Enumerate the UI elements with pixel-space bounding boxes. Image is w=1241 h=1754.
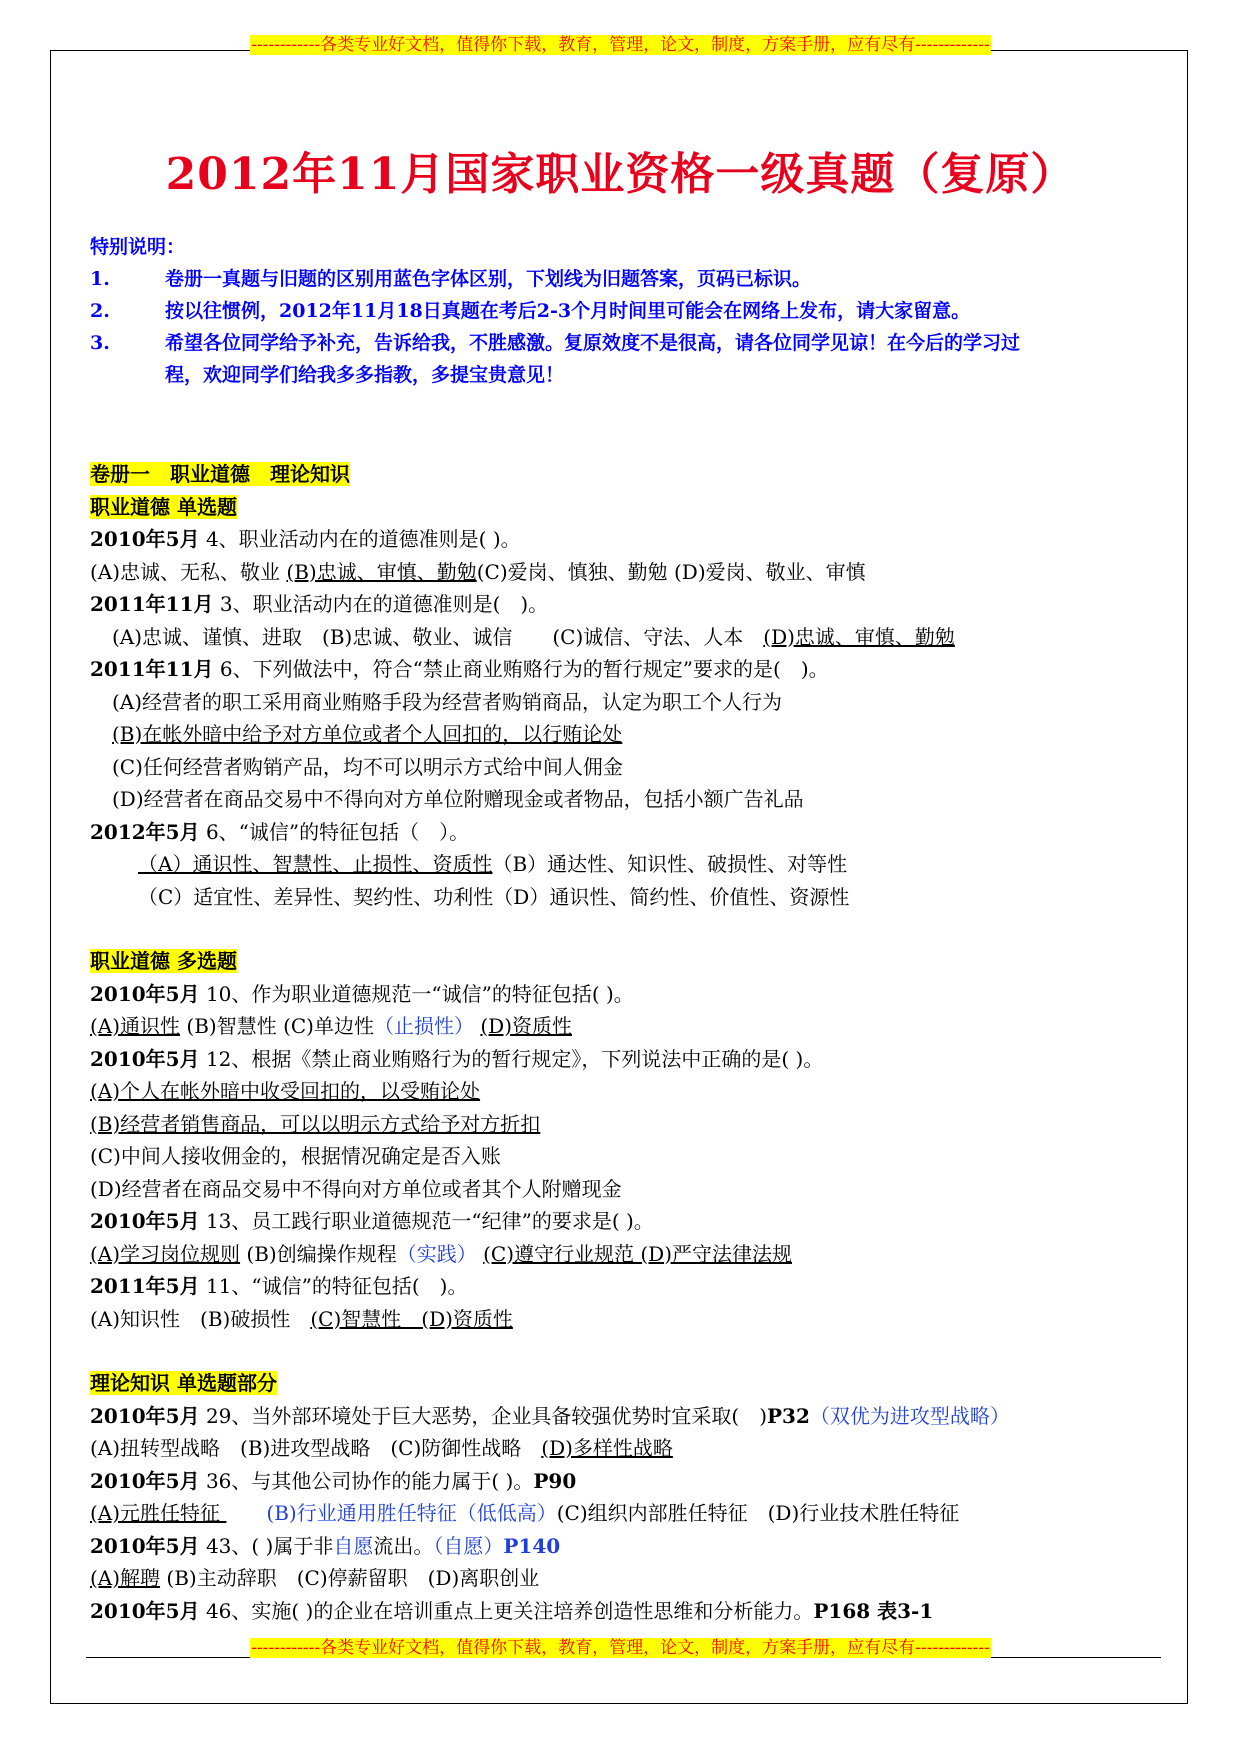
text-segment: 2011年5月 <box>90 1274 200 1298</box>
text-segment: (B)在帐外暗中给予对方单位或者个人回扣的，以行贿论处 <box>112 722 623 746</box>
question-line <box>90 751 1170 784</box>
question-line <box>90 1238 1170 1271</box>
text-segment: 4、职业活动内在的道德准则是( )。 <box>199 527 521 551</box>
question-line <box>90 653 1170 686</box>
question-line <box>90 1173 1170 1206</box>
note-item: 3. 希望各位同学给予补充，告诉给我，不胜感激。复原效度不是很高，请各位同学见谅！在今后的学习过 <box>90 332 1021 354</box>
question-line <box>90 1108 1170 1141</box>
question-line <box>90 1432 1170 1465</box>
section-heading <box>90 491 1170 524</box>
text-segment: （C）适宜性、差异性、契约性、功利性（D）通识性、简约性、价值性、资源性 <box>138 884 850 909</box>
text-segment: 2011年11月 <box>90 657 214 681</box>
text-segment: (D)多样性战略 <box>541 1436 673 1460</box>
text-segment: (B)创编操作规程 <box>240 1241 397 1266</box>
text-segment: 43、( )属于非 <box>199 1533 334 1558</box>
text-segment: (A)学习岗位规则 <box>90 1241 241 1266</box>
text-segment: (A)个人在帐外暗中收受回扣的，以受贿论处 <box>90 1079 481 1103</box>
question-line <box>90 1010 1170 1043</box>
text-segment: 13、员工践行职业道德规范一“纪律”的要求是( )。 <box>199 1209 654 1233</box>
text-segment: (C)爱岗、慎独、勤勉 (D)爱岗、敬业、审慎 <box>476 559 866 584</box>
note-item-continuation: 程，欢迎同学们给我多多指教，多提宝贵意见！ <box>165 364 565 386</box>
text-segment: (C)智慧性 (D)资质性 <box>310 1306 513 1331</box>
question-line <box>90 686 1170 719</box>
section-heading-label: 理论知识 单选题部分 <box>90 1371 277 1395</box>
text-segment: P32 <box>767 1403 810 1428</box>
text-segment: (B)主动辞职 (C)停薪留职 (D)离职创业 <box>160 1566 540 1590</box>
header-banner: ------------各类专业好文档，值得你下载，教育，管理，论文，制度，方案手册，应有尽有------------- <box>251 35 990 55</box>
text-segment: (C)中间人接收佣金的，根据情况确定是否入账 <box>90 1144 501 1168</box>
section-heading-label: 职业道德 单选题 <box>90 494 237 519</box>
text-segment: 6、“诚信”的特征包括（ ）。 <box>199 819 470 844</box>
text-segment: 10、作为职业道德规范一“诚信”的特征包括( )。 <box>199 981 634 1006</box>
text-segment: (A)经营者的职工采用商业贿赂手段为经营者购销商品，认定为职工个人行为 <box>112 689 783 714</box>
text-segment: (B)行业通用胜任特征（低低高） <box>266 1501 557 1525</box>
text-segment: 29、当外部环境处于巨大恶势，企业具备较强优势时宜采取( ) <box>199 1403 768 1428</box>
question-line <box>90 718 1170 751</box>
text-segment: (A)解聘 <box>90 1566 161 1590</box>
text-segment: (A)忠诚、无私、敬业 <box>90 559 287 584</box>
text-segment: (A)通识性 <box>90 1014 181 1038</box>
text-segment: 2010年5月 <box>90 1046 200 1071</box>
question-line <box>90 1465 1170 1498</box>
question-line <box>90 1270 1170 1303</box>
text-segment: P90 <box>533 1468 577 1493</box>
question-line <box>90 1400 1170 1433</box>
text-segment: (C)任何经营者购销产品，均不可以明示方式给中间人佣金 <box>112 754 623 779</box>
question-line <box>90 816 1170 849</box>
text-segment: 2012年5月 <box>90 819 200 844</box>
text-segment: （止损性） <box>374 1014 474 1038</box>
question-line <box>90 1562 1170 1595</box>
question-line <box>90 783 1170 816</box>
question-line <box>90 1303 1170 1336</box>
text-segment: （双优为进攻型战略） <box>809 1403 1010 1428</box>
text-segment: (B)忠诚、审慎、勤勉 <box>286 559 477 584</box>
text-segment: 2011年11月 <box>90 592 214 616</box>
text-segment: 2010年5月 <box>90 1403 200 1428</box>
note-item: 1. 卷册一真题与旧题的区别用蓝色字体区别，下划线为旧题答案，页码已标识。 <box>90 268 812 290</box>
text-segment: 2010年5月 <box>90 1598 200 1623</box>
text-segment: (A)元胜任特征 <box>90 1501 227 1525</box>
text-segment: P140 <box>503 1533 561 1558</box>
text-segment: 11、“诚信”的特征包括( )。 <box>199 1274 468 1298</box>
section-heading-label: 职业道德 多选题 <box>90 949 237 973</box>
text-segment: (C)组织内部胜任特征 (D)行业技术胜任特征 <box>556 1501 960 1525</box>
text-segment: 46、实施( )的企业在培训重点上更关注培养创造性思维和分析能力。 <box>199 1598 814 1623</box>
text-segment: (A)知识性 (B)破损性 <box>90 1306 311 1331</box>
text-segment: (A)扭转型战略 (B)进攻型战略 (C)防御性战略 <box>90 1436 542 1460</box>
notes-heading: 特别说明： <box>90 236 186 258</box>
text-segment: （A）通识性、智慧性、止损性、资质性 <box>138 852 493 876</box>
text-segment: 2010年5月 <box>90 1209 200 1233</box>
text-segment: P168 表3-1 <box>813 1598 934 1623</box>
text-segment: 3、职业活动内在的道德准则是( )。 <box>213 592 549 616</box>
text-segment: 2010年5月 <box>90 527 200 551</box>
text-segment: (D)忠诚、审慎、勤勉 <box>763 624 955 649</box>
question-line <box>90 1140 1170 1173</box>
text-segment: (C)遵守行业规范 (D)严守法律法规 <box>483 1241 792 1266</box>
question-line <box>90 1497 1170 1530</box>
text-segment: 2010年5月 <box>90 1468 200 1493</box>
question-line <box>90 1530 1170 1563</box>
text-segment: (D)资质性 <box>480 1014 572 1038</box>
question-line <box>90 588 1170 621</box>
spacer <box>90 913 1170 945</box>
text-segment: 自愿 <box>333 1533 374 1558</box>
question-line <box>90 881 1170 914</box>
special-notes <box>90 231 1170 391</box>
text-segment: (A)忠诚、谨慎、进取 (B)忠诚、敬业、诚信 (C)诚信、守法、人本 <box>112 624 764 649</box>
text-segment: （实践） <box>396 1241 477 1266</box>
text-segment: 流出。 <box>373 1533 434 1558</box>
text-segment <box>226 1501 266 1525</box>
text-segment: （B）通达性、知识性、破损性、对等性 <box>492 852 848 876</box>
text-segment: (B)智慧性 (C)单边性 <box>180 1014 374 1038</box>
text-segment: 2010年5月 <box>90 1533 200 1558</box>
question-line <box>90 556 1170 589</box>
question-line <box>90 523 1170 556</box>
text-segment: （自愿） <box>433 1533 504 1558</box>
question-line <box>90 621 1170 654</box>
note-item: 2. 按以往惯例，2012年11月18日真题在考后2-3个月时间里可能会在网络上发布，请大家留意。 <box>90 300 971 322</box>
text-segment: 2010年5月 <box>90 981 200 1006</box>
question-line <box>90 1075 1170 1108</box>
question-line <box>90 1043 1170 1076</box>
section-heading <box>90 945 1170 978</box>
page-title: 2012年11月国家职业资格一级真题（复原） <box>165 149 1076 200</box>
text-segment: (B)经营者销售商品，可以以明示方式给予对方折扣 <box>90 1111 541 1136</box>
text-segment: (D)经营者在商品交易中不得向对方单位附赠现金或者物品，包括小额广告礼品 <box>112 787 804 811</box>
section-heading <box>90 458 1170 491</box>
footer-banner: ------------各类专业好文档，值得你下载，教育，管理，论文，制度，方案手册，应有尽有------------- <box>251 1638 990 1658</box>
question-line <box>90 978 1170 1011</box>
text-segment: (D)经营者在商品交易中不得向对方单位或者其个人附赠现金 <box>90 1176 622 1201</box>
text-segment: 36、与其他公司协作的能力属于( )。 <box>199 1468 534 1493</box>
section-heading-label: 卷册一 职业道德 理论知识 <box>90 462 350 486</box>
question-line <box>90 1205 1170 1238</box>
text-segment: 6、下列做法中，符合“禁止商业贿赂行为的暂行规定”要求的是( )。 <box>213 657 829 681</box>
exam-content <box>90 458 1170 1627</box>
spacer <box>90 1335 1170 1367</box>
text-segment: 12、根据《禁止商业贿赂行为的暂行规定》，下列说法中正确的是( )。 <box>199 1046 824 1071</box>
question-line <box>90 848 1170 881</box>
section-heading <box>90 1367 1170 1400</box>
question-line <box>90 1595 1170 1628</box>
